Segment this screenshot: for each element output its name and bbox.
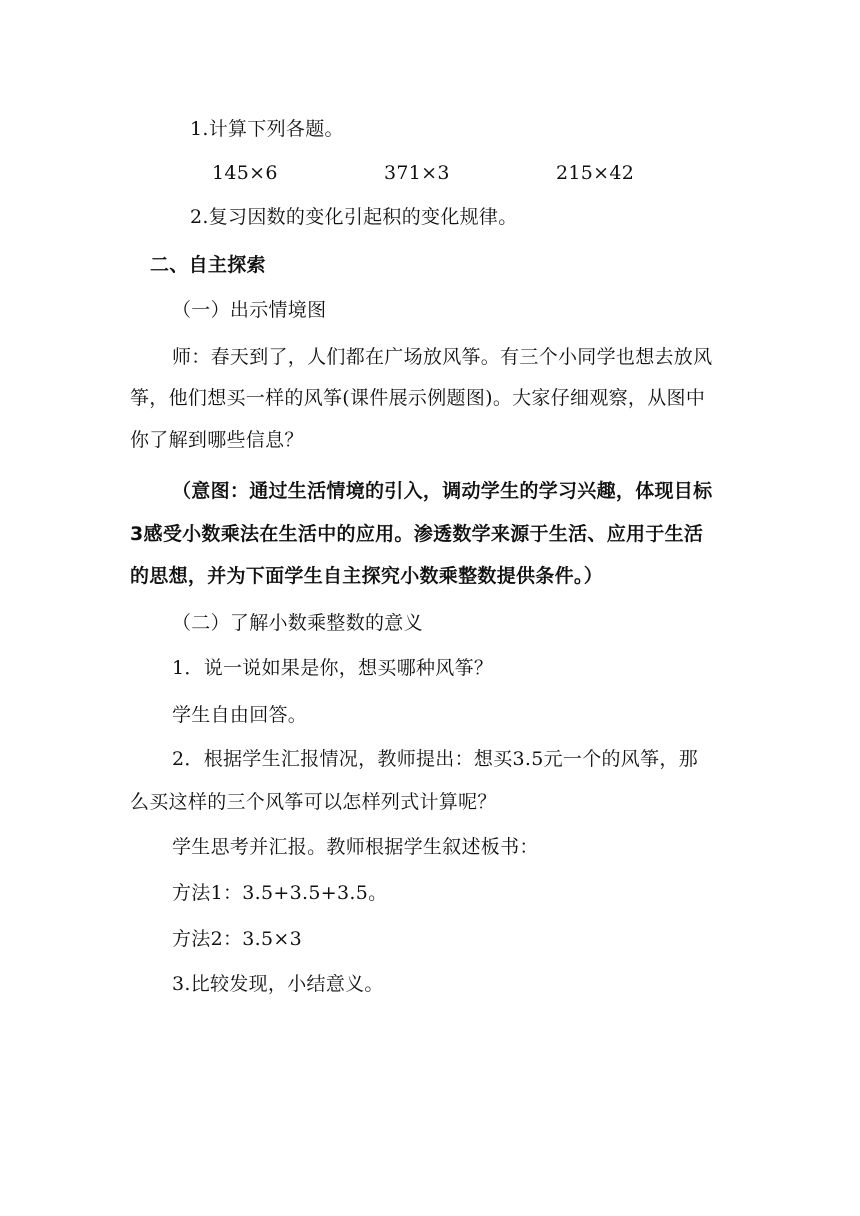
subsection-heading: （二）了解小数乘整数的意义 <box>172 612 423 634</box>
paragraph-line: 师：春天到了，人们都在广场放风筝。有三个小同学也想去放风 <box>172 346 713 368</box>
intent-note-line: 的思想，并为下面学生自主探究小数乘整数提供条件。） <box>130 565 604 587</box>
subsection-heading: （一）出示情境图 <box>172 299 327 321</box>
review-item-1: 1.计算下列各题。 <box>190 118 344 140</box>
question-line: 么买这样的三个风筝可以怎样列式计算呢？ <box>130 791 497 813</box>
answer-line: 学生思考并汇报。教师根据学生叙述板书： <box>172 836 539 858</box>
intent-note-line: 3感受小数乘法在生活中的应用。渗透数学来源于生活、应用于生活 <box>130 523 704 545</box>
calc-expression: 215×42 <box>556 162 635 184</box>
calc-expression: 145×6 <box>212 162 278 184</box>
answer-line: 学生自由回答。 <box>172 704 308 726</box>
calc-expression: 371×3 <box>384 162 450 184</box>
review-item-2: 2.复习因数的变化引起积的变化规律。 <box>190 206 518 228</box>
paragraph-line: 你了解到哪些信息？ <box>130 429 304 451</box>
intent-note-line: （意图：通过生活情境的引入，调动学生的学习兴趣，体现目标 <box>172 480 713 502</box>
section-heading: 二、自主探索 <box>150 254 266 276</box>
question-line: 1．说一说如果是你，想买哪种风筝？ <box>172 657 494 679</box>
paragraph-line: 筝，他们想买一样的风筝(课件展示例题图)。大家仔细观察，从图中 <box>130 387 706 409</box>
method-line: 方法1：3.5+3.5+3.5。 <box>172 882 388 904</box>
review-item-3: 3.比较发现，小结意义。 <box>172 973 384 995</box>
question-line: 2．根据学生汇报情况，教师提出：想买3.5元一个的风筝，那 <box>172 748 699 770</box>
method-line: 方法2：3.5×3 <box>172 928 303 950</box>
